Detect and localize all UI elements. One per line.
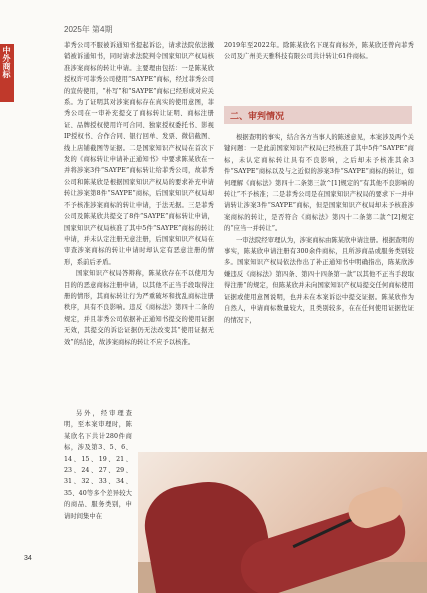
section-heading-box xyxy=(224,106,412,124)
right-paragraph-2: 一审法院经审理认为，涉案商标由陈某欣申请注册。根据查明的事实，陈某欣申请注册有300余件商标，且所涉商品或服务类别较多。国家知识产权局依法作出了补正通知书中明确指出，陈某欣涉嫌违反《商标法》第四条、第四十四条第一款“以其他不正当手段取得注册”的规定，但陈某欣并未向国家知识产权局提交任何商标使用证据或使用意图说明，也并未在本案诉讼中提交证据。陈某欣作为自然人，申请商标数量较大，且类别较多，在在任何使用证据佐证的情况下， xyxy=(224,236,414,324)
left-paragraph-1: 菲秀公司不服被诉通知书提起诉讼，请求法院依法撤销被诉通知书，同时请求法院判令国家知识产权局核准涉案商标的转让申请。主要理由包括：一是陈某欣授权许可菲秀公司使用“SAYPE”商标，经过菲秀公司的宣传使用，“朴写”和“SAYPE”商标已经形成对应关系。为了证明其对涉案商标存在真实的使用意图，菲秀公司在一审补充提交了商标转让证明、商标注册证、品牌授权使用许可合同、独家授权委托书、影视IP授权书、合作合同、银行回单、发票、微信截图、线上店铺截图等证据。二是国家知识产权局在首次下发的《商标转让申请补正通知书》中要求陈某欣在一并将涉案3件“SAYPE”商标转让给菲秀公司，故菲秀公司和陈某欣是根据国家知识产权局的要求补充申请转让涉案第8件“SAYPE”商标，后国家知识产权局却不予核准涉案商标的转让申请，于法无据。三是菲秀公司及陈某欣共提交了8件“SAYPE”商标转让申请，国家知识产权局核准了其中5件“SAYPE”商标的转让申请，并未认定注册无意注册，后国家知识产权局在审查涉案商标的转让申请时却认定有恶意注册的情形，系前后矛盾。 xyxy=(64,42,214,266)
signing-photo xyxy=(138,452,427,593)
running-header: 2025年 第4期 xyxy=(64,25,113,34)
right-paragraph-continued: 2019年至2022年。除陈某欣名下现有商标外，陈某欣还曾向菲秀公司及广州美天雅科技有限公司共计转让61件商标。 xyxy=(224,42,414,61)
right-paragraph-1: 根据查明的事实，结合各方当事人的陈述意见，本案涉及两个关键问题：一是此前国家知识产权局已经核准了其中5件“SAYPE”商标，未认定商标转让具有不良影响，之后却未予核准其余3件“SAYPE”商标以及与之近似的涉案3件“SAYPE”商标的转让，如何理解《商标法》第四十二条第三款^[1]规定的“有其他不良影响的转让”不予核准；二是菲秀公司是在国家知识产权局的要求下一并申请转让涉案3件“SAYPE”商标，但是国家知识产权局却未予核准涉案商标的转让，是否符合《商标法》第四十二条第二款^[2]规定的“应当一并转让”。 xyxy=(224,134,414,233)
sidebar-label: 中外商标 xyxy=(2,46,11,78)
left-paragraph-2: 国家知识产权局答辩称，陈某欣存在不以使用为目的的恶意商标注册申请，以其他不正当手段取得注册的情形，其商标转让行为严重破坏和扰乱商标注册秩序，具有不良影响。违反《商标法》第四十二条的规定，并且菲秀公司依据补正通知书提交的使用证据无效，其提交的诉讼证据仍无法改变其“使用证据无效”的结论，故涉案商标的转让不应予以核准。 xyxy=(64,270,214,346)
right-column-top xyxy=(224,40,414,63)
sidebar-tab xyxy=(0,44,14,102)
right-column xyxy=(224,132,414,326)
page-number: 34 xyxy=(24,555,32,562)
left-column-lower xyxy=(64,408,132,522)
section-heading: 二、审判情况 xyxy=(230,111,285,121)
left-paragraph-3: 另外，经审理查明，至本案审理时，陈某欣名下共计280件商标，涉及第3、5、6、14、15、19、21、23、24、27、29、31、32、33、34、35、40等多个差异较大的商品、服务类别，申请时间集中在 xyxy=(64,410,132,520)
left-column xyxy=(64,40,214,348)
